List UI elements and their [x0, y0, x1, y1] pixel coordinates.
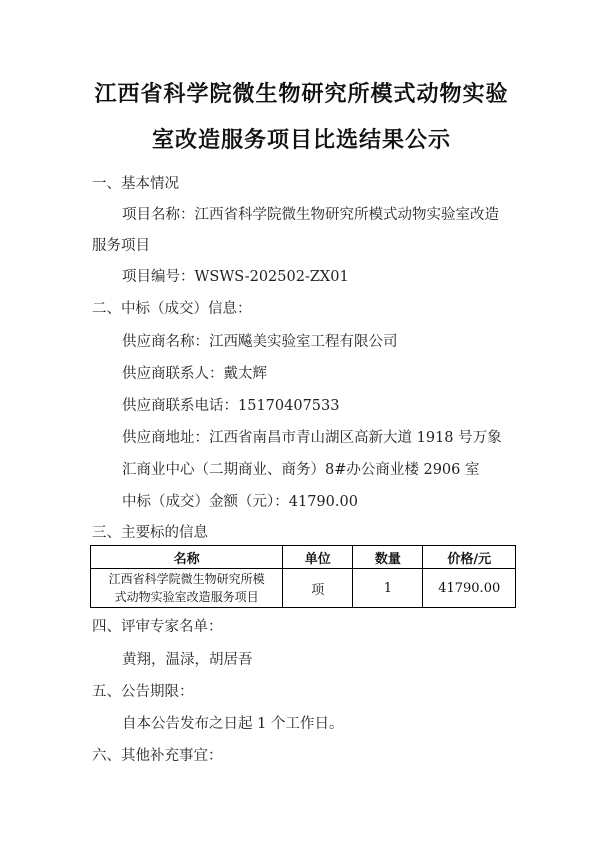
header-name: 名称: [91, 546, 283, 569]
header-unit: 单位: [283, 546, 353, 569]
supplier-address-continued: 汇商业中心（二期商业、商务）8#办公商业楼 2906 室: [122, 462, 480, 478]
section-3-heading: 三、主要标的信息: [92, 525, 208, 541]
section-2-heading: 二、中标（成交）信息：: [92, 301, 252, 317]
supplier-address: 供应商地址：江西省南昌市青山湖区高新大道 1918 号万象: [122, 430, 502, 446]
supplier-contact: 供应商联系人：戴太辉: [122, 366, 267, 382]
supplier-phone: 供应商联系电话：15170407533: [122, 398, 340, 414]
expert-list: 黄翔，温渌，胡居吾: [122, 652, 253, 668]
cell-quantity: 1: [353, 569, 423, 608]
supplier-name: 供应商名称：江西飚美实验室工程有限公司: [122, 334, 398, 350]
announcement-period: 自本公告发布之日起 1 个工作日。: [122, 716, 344, 732]
project-name-continued: 服务项目: [92, 238, 150, 254]
project-number: 项目编号：WSWS-202502-ZX01: [122, 269, 349, 285]
document-title-line-1: 江西省科学院微生物研究所模式动物实验: [94, 82, 509, 107]
document-title-line-2: 室改造服务项目比选结果公示: [151, 128, 451, 153]
cell-name: [91, 569, 283, 608]
table-header-row: [91, 546, 516, 569]
header-price: 价格/元: [423, 546, 516, 569]
table-row: [91, 569, 516, 608]
section-6-heading: 六、其他补充事宜：: [92, 748, 223, 764]
section-1-heading: 一、基本情况: [92, 176, 179, 192]
cell-name-line-2: 式动物实验室改造服务项目: [114, 590, 259, 604]
cell-name-line-1: 江西省科学院微生物研究所模: [108, 572, 265, 586]
bid-amount: 中标（成交）金额（元）：41790.00: [122, 494, 358, 510]
section-4-heading: 四、评审专家名单：: [92, 619, 223, 635]
items-table: [90, 545, 516, 608]
section-5-heading: 五、公告期限：: [92, 684, 194, 700]
cell-unit: 项: [283, 569, 353, 608]
header-quantity: 数量: [353, 546, 423, 569]
cell-price: 41790.00: [423, 569, 516, 608]
project-name: 项目名称：江西省科学院微生物研究所模式动物实验室改造: [122, 207, 499, 223]
